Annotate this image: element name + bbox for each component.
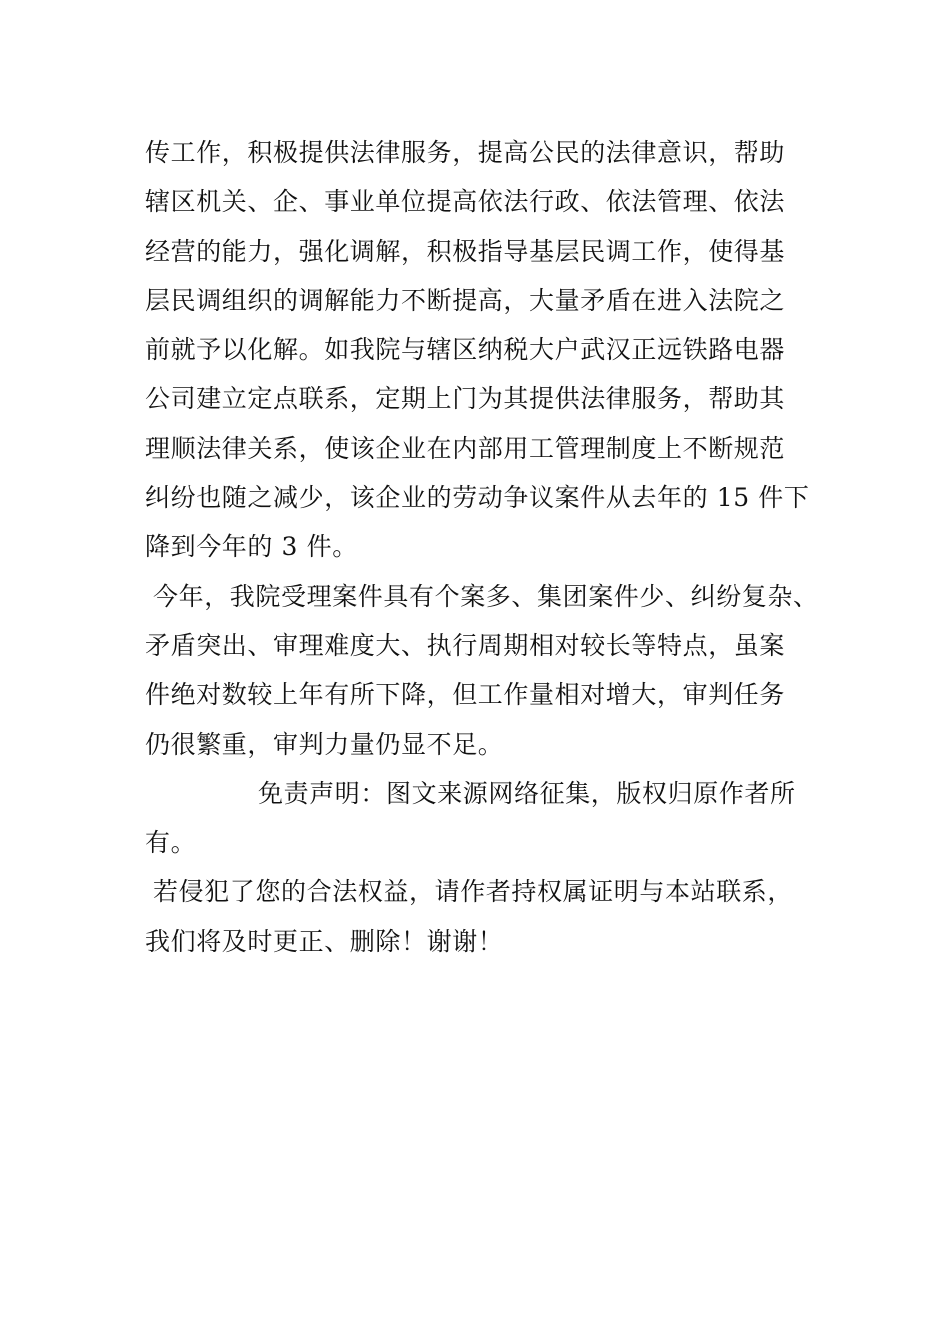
text-line: 纠纷也随之减少，该企业的劳动争议案件从去年的 15 件下	[145, 483, 810, 513]
text-line: 降到今年的 3 件。	[145, 532, 358, 562]
disclaimer-line: 免责声明：图文来源网络征集，版权归原作者所	[258, 778, 796, 808]
text-line: 今年，我院受理案件具有个案多、集团案件少、纠纷复杂、	[153, 581, 819, 611]
text-line: 仍很繁重，审判力量仍显不足。	[145, 729, 504, 759]
disclaimer-line: 有。	[145, 828, 197, 858]
text-line: 传工作，积极提供法律服务，提高公民的法律意识，帮助	[145, 138, 786, 167]
disclaimer-line: 若侵犯了您的合法权益，请作者持权属证明与本站联系，	[153, 877, 794, 907]
disclaimer-line: 我们将及时更正、删除！谢谢！	[145, 926, 504, 956]
text-line: 公司建立定点联系，定期上门为其提供法律服务，帮助其	[145, 384, 786, 414]
body-text	[145, 128, 845, 966]
text-line: 层民调组织的调解能力不断提高，大量矛盾在进入法院之	[145, 285, 786, 315]
text-line: 经营的能力，强化调解，积极指导基层民调工作，使得基	[145, 236, 786, 266]
text-line: 辖区机关、企、事业单位提高依法行政、依法管理、依法	[145, 187, 786, 217]
text-line: 理顺法律关系，使该企业在内部用工管理制度上不断规范	[145, 433, 786, 463]
text-line: 前就予以化解。如我院与辖区纳税大户武汉正远铁路电器	[145, 335, 786, 365]
text-line: 件绝对数较上年有所下降，但工作量相对增大，审判任务	[145, 680, 786, 710]
text-line: 矛盾突出、审理难度大、执行周期相对较长等特点，虽案	[145, 630, 786, 660]
